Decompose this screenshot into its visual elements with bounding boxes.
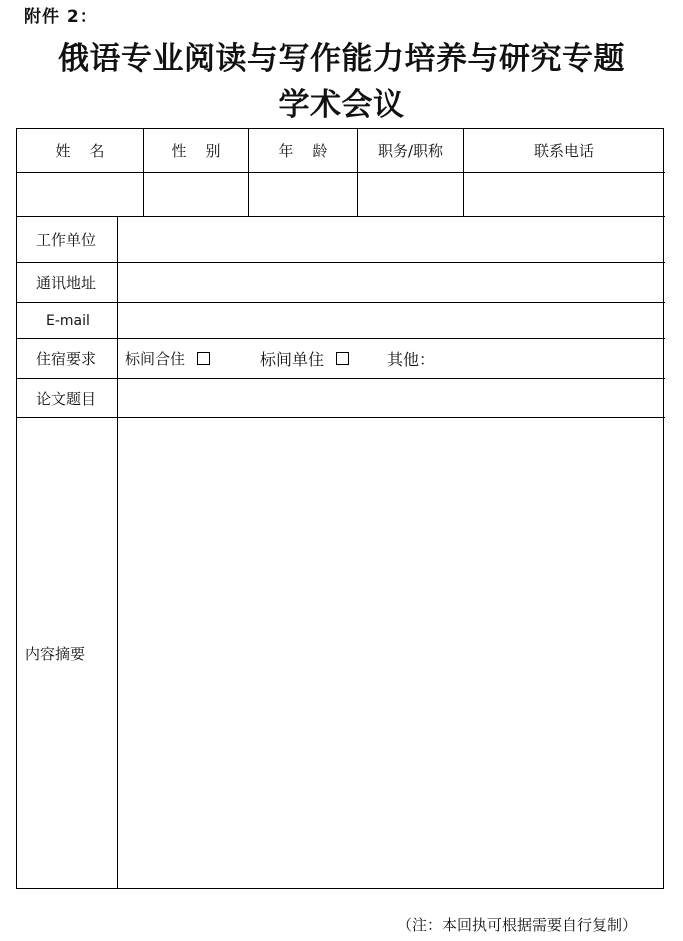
shared-room-label: 标间合住 (125, 350, 186, 368)
paper-title-label: 论文题目 (36, 389, 97, 408)
work-unit-label: 工作单位 (36, 231, 97, 249)
email-field[interactable] (118, 303, 664, 338)
header-age: 年 龄 (278, 142, 328, 160)
accommodation-option-other: 其他： (387, 350, 436, 369)
single-room-label: 标间单住 (260, 350, 325, 369)
gender-field[interactable] (144, 173, 248, 216)
attachment-label: 附件 2： (24, 7, 98, 27)
email-label: E-mail (46, 312, 90, 329)
paper-title-field[interactable] (118, 379, 664, 417)
page-title-line-1: 俄语专业阅读与写作能力培养与研究专题 (58, 41, 625, 77)
footer-note: （注：本回执可根据需要自行复制） (396, 916, 637, 934)
accommodation-option-shared[interactable] (125, 339, 210, 378)
address-label: 通讯地址 (36, 274, 97, 292)
accommodation-label: 住宿要求 (36, 350, 97, 368)
single-room-checkbox[interactable] (336, 352, 349, 365)
work-unit-field[interactable] (118, 217, 664, 262)
accommodation-option-single[interactable] (260, 339, 349, 378)
name-field[interactable] (17, 173, 143, 216)
address-field[interactable] (118, 263, 664, 302)
header-name: 姓 名 (55, 142, 105, 160)
page-title-line-2: 学术会议 (278, 87, 405, 123)
registration-form-table (16, 128, 664, 889)
age-field[interactable] (249, 173, 357, 216)
phone-field[interactable] (464, 173, 664, 216)
header-gender: 性 别 (171, 142, 221, 160)
position-field[interactable] (358, 173, 463, 216)
header-position: 职务/职称 (377, 142, 444, 160)
shared-room-checkbox[interactable] (197, 352, 210, 365)
header-phone: 联系电话 (533, 142, 594, 160)
abstract-field[interactable] (118, 418, 664, 888)
abstract-label: 内容摘要 (25, 644, 86, 663)
